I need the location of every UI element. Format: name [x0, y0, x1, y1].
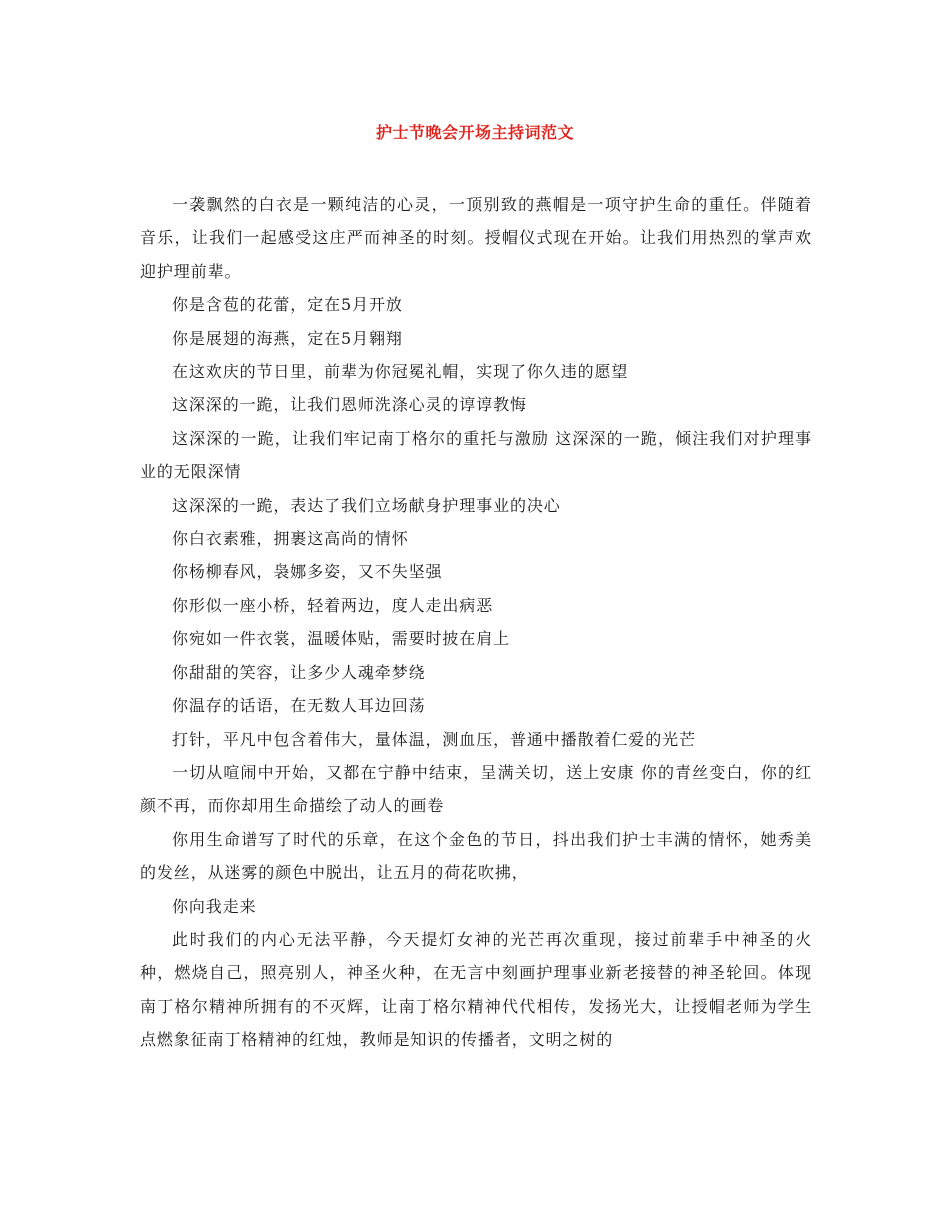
paragraph: 你形似一座小桥，轻着两边，度人走出病恶: [172, 595, 494, 615]
paragraph: 一袭飘然的白衣是一颗纯洁的心灵，一顶别致的燕帽是一项守护生命的重任。伴随着音乐，让我们一起感受这庄严而神圣的时刻。授帽仪式现在开始。让我们用热烈的掌声欢迎护理前辈。: [140, 195, 812, 281]
paragraph: 此时我们的内心无法平静，今天提灯女神的光芒再次重现，接过前辈手中神圣的火种，燃烧自己，照亮别人，神圣火种，在无言中刻画护理事业新老接替的神圣轮回。体现南丁格尔精神所拥有的不灭辉，让南丁格尔精神代代相传，发扬光大，让授帽老师为学生点燃象征南丁格精神的红烛，教师是知识的传播者，文明之树的: [140, 929, 812, 1050]
paragraph: 这深深的一跪，让我们牢记南丁格尔的重托与激励 这深深的一跪，倾注我们对护理事业的无限深情: [140, 428, 812, 482]
paragraph: 你用生命谱写了时代的乐章，在这个金色的节日，抖出我们护士丰满的情怀，她秀美的发丝，从迷雾的颜色中脱出，让五月的荷花吹拂，: [140, 829, 812, 883]
paragraph: 你宛如一件衣裳，温暖体贴，需要时披在肩上: [172, 629, 511, 649]
document-title: 护士节晚会开场主持词范文: [375, 123, 574, 142]
paragraph: 在这欢庆的节日里，前辈为你冠冕礼帽，实现了你久违的愿望: [172, 362, 629, 382]
paragraph: 你甜甜的笑容，让多少人魂牵梦绕: [172, 662, 426, 682]
paragraph: 你温存的话语，在无数人耳边回荡: [172, 696, 426, 716]
paragraph: 你是含苞的花蕾，定在5月开放: [172, 295, 403, 315]
paragraph: 一切从喧闹中开始，又都在宁静中结束，呈满关切，送上安康 你的青丝变白，你的红颜不再，而你却用生命描绘了动人的画卷: [140, 762, 812, 816]
paragraph: 你是展翅的海燕，定在5月翱翔: [172, 328, 403, 348]
paragraph: 打针，平凡中包含着伟大，量体温，测血压，普通中播散着仁爱的光芒: [172, 729, 696, 749]
paragraph: 你白衣素雅，拥裹这高尚的情怀: [172, 529, 409, 549]
paragraph: 你向我走来: [172, 896, 257, 916]
document-body: [140, 188, 812, 1057]
paragraph: 这深深的一跪，让我们恩师洗涤心灵的谆谆教悔: [172, 395, 527, 415]
paragraph: 你杨柳春风，袅娜多姿，又不失坚强: [172, 562, 443, 582]
paragraph: 这深深的一跪，表达了我们立场献身护理事业的决心: [172, 495, 561, 515]
